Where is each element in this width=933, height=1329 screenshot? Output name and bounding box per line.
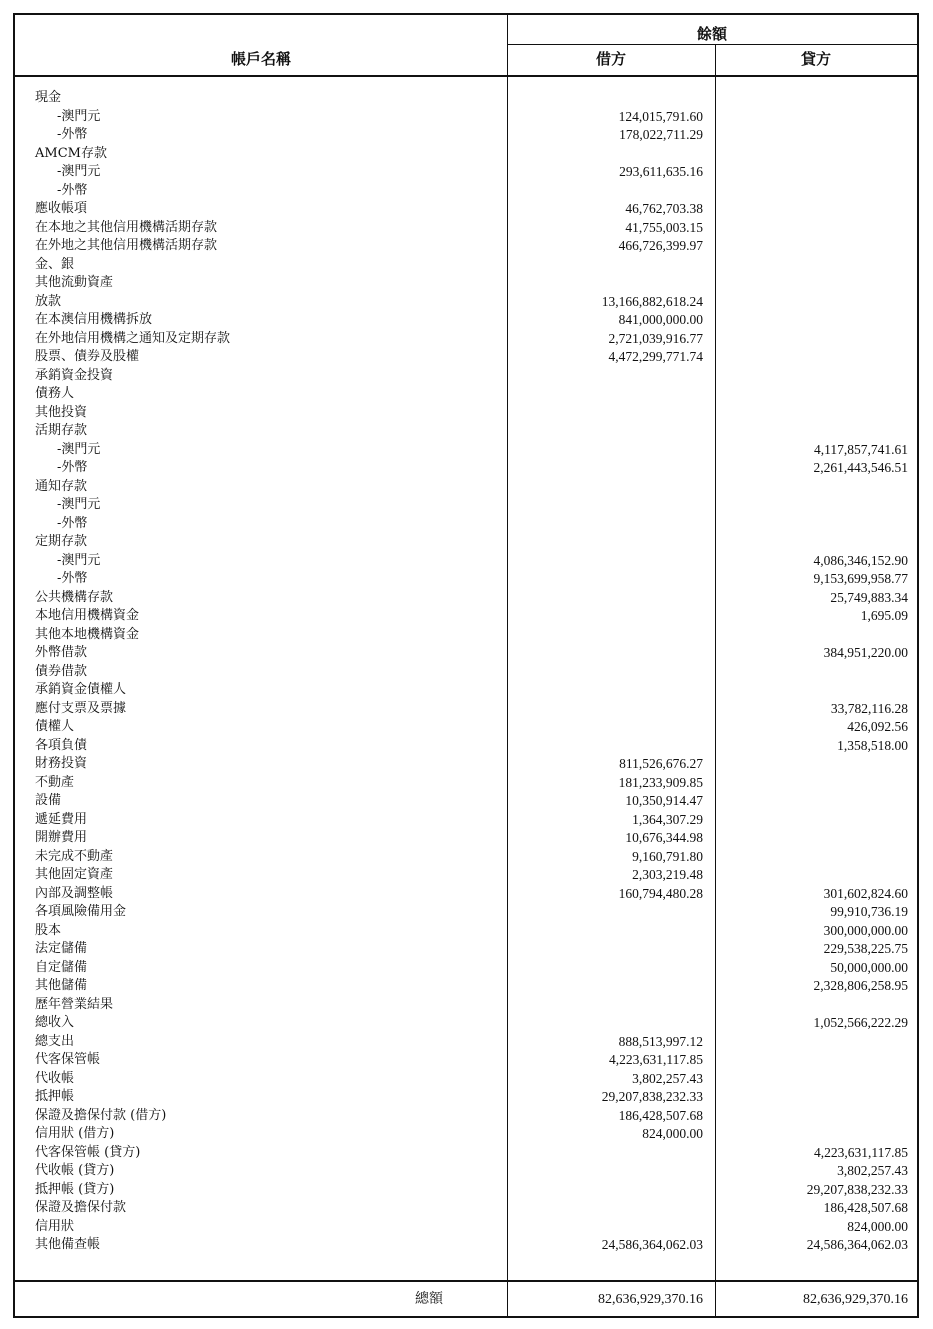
debit-value: 41,755,003.15 <box>625 219 703 235</box>
table-row <box>15 1144 917 1163</box>
table-row <box>15 866 917 885</box>
account-name: 開辦費用 <box>35 830 88 845</box>
account-name: 保證及擔保付款 <box>35 1200 127 1215</box>
account-name: 歷年營業結果 <box>35 996 114 1012</box>
table-row <box>15 607 917 626</box>
total-label: 總額 <box>415 1291 443 1307</box>
credit-value: 1,052,566,222.29 <box>813 1015 908 1030</box>
account-name: 外幣借款 <box>35 645 88 660</box>
credit-value: 99,910,736.19 <box>830 904 908 919</box>
account-name: 其他儲備 <box>35 978 88 993</box>
account-name: -外幣 <box>57 571 88 586</box>
table-row <box>15 459 917 478</box>
debit-value: 888,513,997.12 <box>618 1033 703 1049</box>
account-name: 本地信用機構資金 <box>35 608 140 623</box>
table-row <box>15 774 917 793</box>
debit-value: 29,207,838,232.33 <box>601 1089 703 1104</box>
credit-value: 2,328,806,258.95 <box>813 978 908 993</box>
account-name: 其他固定資產 <box>35 867 114 882</box>
table-row <box>15 644 917 663</box>
header-balance: 餘額 <box>696 25 727 43</box>
account-name: 抵押帳 <box>35 1089 75 1104</box>
account-name: 代客保管帳 <box>35 1052 101 1067</box>
credit-value: 25,749,883.34 <box>830 589 908 605</box>
debit-value: 4,223,631,117.85 <box>609 1052 703 1067</box>
account-name: -外幣 <box>57 460 88 475</box>
account-name: 其他投資 <box>35 404 88 420</box>
table-row <box>15 108 917 127</box>
table-row <box>15 1107 917 1126</box>
credit-value: 426,092.56 <box>847 719 908 734</box>
total-credit: 82,636,929,370.16 <box>803 1292 908 1307</box>
account-name: 應付支票及票據 <box>35 700 127 716</box>
table-row <box>15 422 917 441</box>
table-row <box>15 1033 917 1052</box>
balance-subheader-rule <box>507 44 917 45</box>
account-name: 股本 <box>35 922 62 938</box>
table-row <box>15 367 917 386</box>
account-name: 代客保管帳 (貸方) <box>35 1144 141 1160</box>
debit-value: 124,015,791.60 <box>618 108 703 124</box>
table-row <box>15 1218 917 1237</box>
account-name: 其他備查帳 <box>35 1237 101 1252</box>
table-row <box>15 959 917 978</box>
credit-value: 4,086,346,152.90 <box>813 552 908 568</box>
debit-value: 186,428,507.68 <box>618 1107 703 1123</box>
table-row <box>15 903 917 922</box>
header-account-name: 帳戶名稱 <box>230 50 291 68</box>
table-row <box>15 237 917 256</box>
account-name: 其他流動資產 <box>35 275 114 290</box>
credit-value: 824,000.00 <box>847 1218 908 1234</box>
debit-value: 2,303,219.48 <box>632 867 703 882</box>
account-name: 承銷資金債權人 <box>35 682 127 697</box>
credit-value: 186,428,507.68 <box>823 1200 908 1215</box>
debit-value: 160,794,480.28 <box>618 885 703 901</box>
account-name: 通知存款 <box>35 478 88 494</box>
account-name: 設備 <box>35 793 62 808</box>
table-row <box>15 441 917 460</box>
debit-value: 181,233,909.85 <box>618 774 703 790</box>
table-row <box>15 1014 917 1033</box>
table-row <box>15 1070 917 1089</box>
account-name: 信用狀 (借方) <box>35 1126 115 1141</box>
table-row <box>15 182 917 201</box>
table-row <box>15 718 917 737</box>
account-name: 活期存款 <box>35 423 88 438</box>
debit-value: 841,000,000.00 <box>618 312 703 327</box>
account-name: 承銷資金投資 <box>35 367 114 383</box>
credit-value: 9,153,699,958.77 <box>813 571 908 586</box>
account-name: 財務投資 <box>35 756 88 771</box>
account-name: 放款 <box>35 293 62 309</box>
table-row <box>15 274 917 293</box>
account-name: 公共機構存款 <box>35 589 114 605</box>
debit-value: 13,166,882,618.24 <box>601 293 703 309</box>
debit-value: 9,160,791.80 <box>632 848 703 864</box>
header-credit: 貸方 <box>800 50 831 68</box>
table-row <box>15 1236 917 1255</box>
account-name: 金、銀 <box>35 256 75 272</box>
table-row <box>15 200 917 219</box>
account-name: 其他本地機構資金 <box>35 626 140 642</box>
table-row <box>15 311 917 330</box>
account-name: 自定儲備 <box>35 959 88 975</box>
account-name: 在本澳信用機構拆放 <box>35 312 153 327</box>
table-row <box>15 385 917 404</box>
table-row <box>15 1181 917 1200</box>
account-name: -澳門元 <box>57 108 101 124</box>
account-name: 內部及調整帳 <box>35 885 114 901</box>
debit-value: 46,762,703.38 <box>625 201 703 216</box>
credit-value: 300,000,000.00 <box>823 922 908 938</box>
table-row <box>15 348 917 367</box>
account-name: 信用狀 <box>35 1218 75 1234</box>
total-debit: 82,636,929,370.16 <box>598 1292 703 1307</box>
account-name: 各項風險備用金 <box>35 904 127 919</box>
debit-value: 811,526,676.27 <box>619 756 703 771</box>
debit-value: 466,726,399.97 <box>618 238 703 253</box>
debit-value: 10,350,914.47 <box>625 793 703 808</box>
table-row <box>15 792 917 811</box>
credit-value: 384,951,220.00 <box>823 645 908 660</box>
account-name: -外幣 <box>57 127 88 142</box>
table-row <box>15 829 917 848</box>
account-name: -外幣 <box>57 515 88 531</box>
credit-value: 33,782,116.28 <box>830 700 908 716</box>
credit-value: 1,695.09 <box>860 608 908 623</box>
debit-value: 824,000.00 <box>642 1126 703 1141</box>
account-name: 在外地之其他信用機構活期存款 <box>35 238 218 253</box>
credit-value: 4,117,857,741.61 <box>814 441 908 457</box>
account-name: 總支出 <box>35 1033 75 1049</box>
account-name: 股票、債券及股權 <box>35 349 140 364</box>
table-row <box>15 1125 917 1144</box>
table-row <box>15 330 917 349</box>
table-row <box>15 663 917 682</box>
table-row <box>15 293 917 312</box>
table-row <box>15 700 917 719</box>
table-row <box>15 977 917 996</box>
account-name: 在外地信用機構之通知及定期存款 <box>35 330 231 346</box>
account-name: -澳門元 <box>57 497 101 512</box>
table-row <box>15 922 917 941</box>
account-name: 現金 <box>35 90 62 105</box>
table-row <box>15 626 917 645</box>
account-name: 抵押帳 (貸方) <box>35 1181 115 1197</box>
total-rule <box>15 1280 917 1282</box>
table-row <box>15 755 917 774</box>
debit-value: 3,802,257.43 <box>632 1070 703 1086</box>
table-row <box>15 996 917 1015</box>
table-row <box>15 1051 917 1070</box>
table-row <box>15 478 917 497</box>
table-row <box>15 681 917 700</box>
debit-value: 178,022,711.29 <box>619 127 703 142</box>
balance-table <box>13 13 919 1318</box>
table-row <box>15 496 917 515</box>
table-row <box>15 1199 917 1218</box>
debit-value: 1,364,307.29 <box>632 811 703 827</box>
account-name: 定期存款 <box>35 534 88 549</box>
table-row <box>15 848 917 867</box>
table-row <box>15 145 917 164</box>
table-row <box>15 256 917 275</box>
account-name: 法定儲備 <box>35 941 88 956</box>
debit-value: 10,676,344.98 <box>625 830 703 845</box>
table-row <box>15 89 917 108</box>
table-body <box>15 89 917 1255</box>
table-row <box>15 552 917 571</box>
table-row <box>15 885 917 904</box>
debit-value: 24,586,364,062.03 <box>601 1237 703 1252</box>
credit-value: 1,358,518.00 <box>837 737 908 753</box>
account-name: -澳門元 <box>57 552 101 568</box>
account-name: 代收帳 (貸方) <box>35 1163 115 1178</box>
account-name: -外幣 <box>57 182 88 198</box>
credit-value: 50,000,000.00 <box>830 959 908 975</box>
credit-value: 3,802,257.43 <box>837 1163 908 1178</box>
account-name: 各項負債 <box>35 737 88 753</box>
account-name: 債券借款 <box>35 663 88 679</box>
table-row <box>15 515 917 534</box>
table-row <box>15 1088 917 1107</box>
header-rule <box>15 75 917 77</box>
table-row <box>15 163 917 182</box>
account-name: 代收帳 <box>35 1070 75 1086</box>
debit-value: 293,611,635.16 <box>619 164 703 179</box>
header-debit: 借方 <box>595 50 626 68</box>
table-row <box>15 126 917 145</box>
credit-value: 24,586,364,062.03 <box>806 1237 908 1252</box>
account-name: 總收入 <box>35 1015 75 1030</box>
debit-value: 2,721,039,916.77 <box>608 330 703 346</box>
debit-value: 4,472,299,771.74 <box>608 349 703 364</box>
table-row <box>15 533 917 552</box>
account-name: 保證及擔保付款 (借方) <box>35 1107 167 1123</box>
account-name: 不動產 <box>35 774 75 790</box>
table-row <box>15 1162 917 1181</box>
credit-value: 301,602,824.60 <box>823 885 908 901</box>
account-name: 遞延費用 <box>35 811 88 827</box>
account-name: 債務人 <box>35 386 75 401</box>
account-name: -澳門元 <box>57 441 101 457</box>
account-name: 應收帳項 <box>35 201 88 216</box>
table-row <box>15 737 917 756</box>
column-divider-total <box>715 1282 716 1316</box>
table-row <box>15 570 917 589</box>
credit-value: 229,538,225.75 <box>823 941 908 956</box>
account-name: 在本地之其他信用機構活期存款 <box>35 219 218 235</box>
account-name: 未完成不動產 <box>35 848 114 864</box>
table-row <box>15 811 917 830</box>
table-row <box>15 219 917 238</box>
credit-value: 4,223,631,117.85 <box>814 1144 908 1160</box>
table-row <box>15 589 917 608</box>
table-row <box>15 404 917 423</box>
table-row <box>15 940 917 959</box>
account-name: -澳門元 <box>57 164 101 179</box>
account-name: 債權人 <box>35 719 75 734</box>
account-name: AMCM存款 <box>35 145 107 161</box>
credit-value: 29,207,838,232.33 <box>806 1181 908 1197</box>
credit-value: 2,261,443,546.51 <box>813 460 908 475</box>
